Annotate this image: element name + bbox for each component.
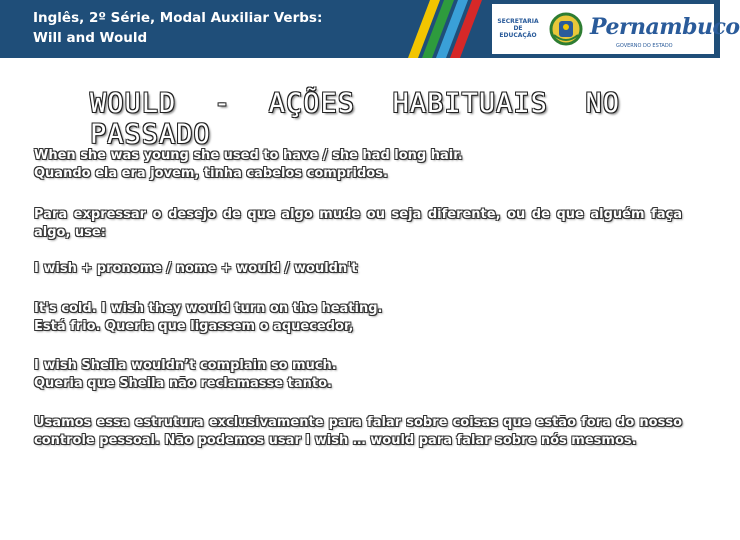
slide-header-title [33,8,373,48]
example-1-portuguese: Quando ela era jovem, tinha cabelos compridos. [34,166,388,181]
example-3 [34,357,682,393]
example-2-portuguese: Está frio. Queria que ligassem o aquecedor, [34,319,354,334]
decorative-stripes-icon [398,0,488,58]
slide-title-line-2: PASSADO [90,119,211,150]
pernambuco-logo-sub: GOVERNO DO ESTADO [616,43,673,49]
usage-note: Usamos essa estrutura exclusivamente para falar sobre coisas que estão fora do nosso controle pessoal. Não podemos usar I wish … would para falar sobre nós mesmos. [34,415,682,448]
example-3-portuguese: Queria que Sheila não reclamasse tanto. [34,376,332,391]
secretaria-line-2: DE EDUCAÇÃO [499,25,537,39]
header-title-line-2: Will and Would [33,30,148,46]
example-2-english: It's cold. I wish they would turn on the heating. [34,301,383,316]
government-logos [492,4,740,54]
example-1 [34,147,682,183]
state-crest-icon [548,11,584,47]
header-bar [0,0,740,58]
example-3-english: I wish Sheila wouldn’t complain so much. [34,358,337,373]
example-1-english: When she was young she used to have / she had long hair. [34,148,463,163]
secretaria-line-1: SECRETARIA [497,18,539,25]
wish-formula: I wish + pronome / nome + would / wouldn't [34,261,358,276]
header-title-line-1: Inglês, 2º Série, Modal Auxiliar Verbs: [33,10,323,26]
pernambuco-logo: Pernambuco [590,14,740,40]
example-2 [34,300,682,336]
wish-intro: Para expressar o desejo de que algo mude ou seja diferente, ou de que alguém faça algo, use: [34,207,682,240]
slide-title-line-1: WOULD - AÇÕES HABITUAIS NO [90,88,620,119]
secretaria-educacao-logo [496,18,540,39]
